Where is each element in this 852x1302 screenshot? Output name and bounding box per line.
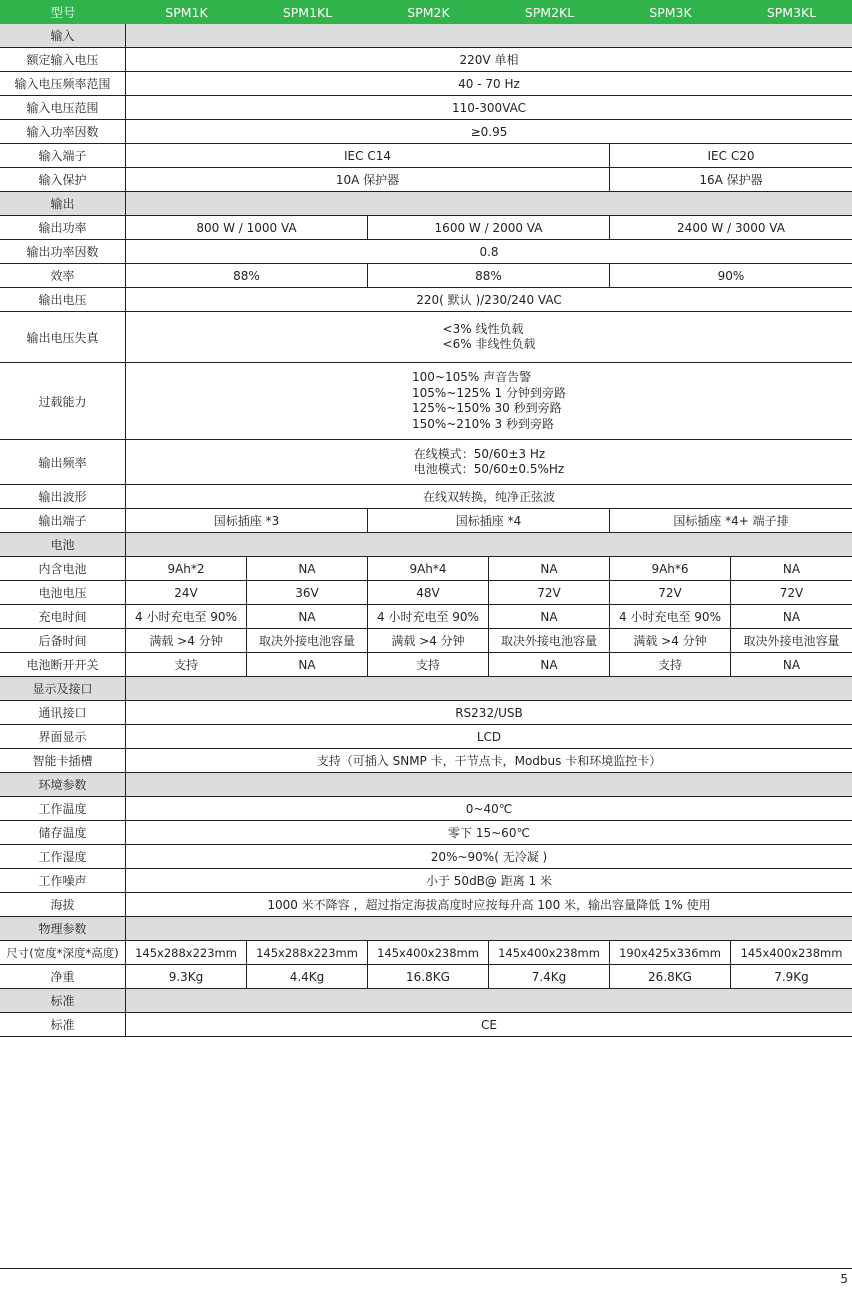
row-label: 输入功率因数: [0, 120, 126, 143]
section-title: 电池: [0, 533, 126, 556]
value-cell: 满载 >4 分钟: [126, 629, 247, 652]
header-model: SPM2KL: [524, 4, 575, 20]
table-row: [0, 168, 852, 192]
value-cell: 10A 保护器: [126, 168, 610, 191]
section-title: 输入: [0, 24, 126, 47]
section-header-row: [0, 989, 852, 1013]
value-cell: 国标插座 *3: [126, 509, 368, 532]
row-values: [126, 240, 852, 263]
table-row: [0, 941, 852, 965]
value-cell: 145x400x238mm: [740, 945, 843, 960]
row-label: 输出电压失真: [0, 312, 126, 362]
value-cell: 72V: [489, 581, 610, 604]
table-row: [0, 240, 852, 264]
value-cell: NA: [489, 653, 610, 676]
row-values: [126, 581, 852, 604]
row-values: [126, 869, 852, 892]
row-label: 输入电压范围: [0, 96, 126, 119]
value-cell: 4 小时充电至 90%: [610, 605, 731, 628]
table-row: [0, 701, 852, 725]
value-cell: NA: [782, 609, 801, 624]
value-cell: 145x400x238mm: [368, 941, 489, 964]
table-row: [0, 96, 852, 120]
value-cell: NA: [782, 657, 801, 672]
section-header-row: [0, 533, 852, 557]
row-values: [126, 440, 852, 484]
value-cell: 9Ah*2: [126, 557, 247, 580]
table-row: [0, 440, 852, 485]
value-cell: 88%: [368, 264, 610, 287]
row-values: [126, 725, 852, 748]
row-values: [126, 509, 852, 532]
value-cell: IEC C20: [707, 148, 755, 163]
value-cell: 40 - 70 Hz: [458, 76, 520, 91]
value-cell: 0~40℃: [465, 801, 513, 816]
section-header-row: [0, 773, 852, 797]
row-label: 标准: [0, 1013, 126, 1036]
row-label: 工作温度: [0, 797, 126, 820]
value-cell: IEC C14: [126, 144, 610, 167]
row-values: [126, 677, 852, 700]
table-row: [0, 845, 852, 869]
value-line: <3% 线性负载: [442, 321, 524, 336]
row-label: 电池断开开关: [0, 653, 126, 676]
table-row: [0, 288, 852, 312]
value-cell: 取决外接电池容量: [743, 634, 840, 648]
table-row: [0, 264, 852, 288]
row-values: [126, 917, 852, 940]
header-model: SPM3K: [649, 4, 692, 20]
table-row: [0, 144, 852, 168]
value-cell: 国标插座 *4+ 端子排: [673, 514, 789, 528]
table-row: [0, 557, 852, 581]
row-values: [126, 701, 852, 724]
table-row: [0, 653, 852, 677]
row-values: [126, 773, 852, 796]
value-line: 150%~210% 3 秒到旁路: [412, 416, 554, 431]
row-values: [126, 312, 852, 362]
value-cell: 16.8KG: [368, 965, 489, 988]
row-label: 工作湿度: [0, 845, 126, 868]
value-line: 在线模式：50/60±3 Hz: [413, 446, 546, 461]
row-values: [126, 797, 852, 820]
section-title: 输出: [0, 192, 126, 215]
row-label: 界面显示: [0, 725, 126, 748]
value-cell: 支持: [610, 653, 731, 676]
value-cell: 190x425x336mm: [610, 941, 731, 964]
value-cell: RS232/USB: [455, 705, 523, 720]
table-row: [0, 312, 852, 363]
row-values: [126, 264, 852, 287]
row-label: 效率: [0, 264, 126, 287]
row-values: [126, 168, 852, 191]
value-line: <6% 非线性负载: [442, 337, 536, 351]
value-cell: NA: [247, 557, 368, 580]
value-cell: 小于 50dB@ 距离 1 米: [425, 874, 552, 888]
row-label: 输入端子: [0, 144, 126, 167]
value-cell: 9Ah*6: [610, 557, 731, 580]
table-row: [0, 725, 852, 749]
row-label: 尺寸(宽度*深度*高度): [0, 941, 126, 964]
value-cell: CE: [481, 1017, 497, 1032]
value-line: 105%~125% 1 分钟到旁路: [412, 385, 566, 400]
value-cell: 145x288x223mm: [247, 941, 368, 964]
value-cell: 支持: [126, 653, 247, 676]
page-number: 5: [840, 1272, 848, 1286]
table-row: [0, 363, 852, 440]
value-cell: 220V 单相: [459, 53, 519, 67]
row-label: 海拔: [0, 893, 126, 916]
value-cell: 72V: [610, 581, 731, 604]
value-line: 电池模式：50/60±0.5%Hz: [413, 462, 565, 476]
row-values: [126, 845, 852, 868]
row-label: 工作噪声: [0, 869, 126, 892]
section-header-row: [0, 24, 852, 48]
value-cell: 1600 W / 2000 VA: [368, 216, 610, 239]
row-label: 储存温度: [0, 821, 126, 844]
value-cell: 145x400x238mm: [489, 941, 610, 964]
value-cell: 7.9Kg: [774, 969, 809, 984]
row-values: [126, 288, 852, 311]
row-label: 输出频率: [0, 440, 126, 484]
value-cell: 36V: [247, 581, 368, 604]
value-cell: NA: [247, 605, 368, 628]
value-cell: 800 W / 1000 VA: [126, 216, 368, 239]
value-lines: [443, 322, 536, 353]
row-values: [126, 605, 852, 628]
row-label: 过载能力: [0, 363, 126, 439]
table-body: [0, 24, 852, 1037]
header-model: SPM1K: [165, 4, 208, 20]
row-values: [126, 629, 852, 652]
section-title: 物理参数: [0, 917, 126, 940]
table-row: [0, 893, 852, 917]
value-cell: 24V: [126, 581, 247, 604]
row-values: [126, 192, 852, 215]
value-cell: 零下 15~60℃: [448, 826, 530, 840]
row-label: 输出波形: [0, 485, 126, 508]
table-row: [0, 1013, 852, 1037]
row-label: 充电时间: [0, 605, 126, 628]
row-values: [126, 965, 852, 988]
value-cell: 1000 米不降容 ，超过指定海拔高度时应按每升高 100 米，输出容量降低 1% 使用: [267, 898, 711, 912]
section-title: 显示及接口: [0, 677, 126, 700]
table-row: [0, 485, 852, 509]
value-line: 100~105% 声音告警: [412, 370, 532, 384]
value-cell: NA: [247, 653, 368, 676]
value-cell: 支持（可插入 SNMP 卡，干节点卡，Modbus 卡和环境监控卡）: [316, 754, 662, 768]
value-cell: 90%: [717, 268, 745, 283]
header-model: SPM1KL: [282, 4, 333, 20]
footer-divider: [0, 1268, 852, 1269]
value-cell: 国标插座 *4: [368, 509, 610, 532]
row-values: [126, 72, 852, 95]
table-row: [0, 965, 852, 989]
row-label: 通讯接口: [0, 701, 126, 724]
table-row: [0, 509, 852, 533]
row-values: [126, 533, 852, 556]
row-label: 额定输入电压: [0, 48, 126, 71]
value-cell: 110-300VAC: [452, 100, 526, 115]
table-row: [0, 72, 852, 96]
row-values: [126, 989, 852, 1012]
value-cell: LCD: [476, 729, 502, 744]
value-cell: 88%: [126, 264, 368, 287]
row-label: 输入保护: [0, 168, 126, 191]
value-cell: 7.4Kg: [489, 965, 610, 988]
table-row: [0, 821, 852, 845]
multiline-value-cell: [126, 363, 852, 439]
row-label: 输出电压: [0, 288, 126, 311]
value-cell: 取决外接电池容量: [247, 629, 368, 652]
row-label: 输出功率因数: [0, 240, 126, 263]
row-label: 电池电压: [0, 581, 126, 604]
value-cell: ≥0.95: [470, 124, 508, 139]
value-cell: 4.4Kg: [247, 965, 368, 988]
row-values: [126, 120, 852, 143]
table-row: [0, 120, 852, 144]
value-cell: 满载 >4 分钟: [610, 629, 731, 652]
value-cell: 26.8KG: [610, 965, 731, 988]
value-lines: [412, 370, 566, 432]
header-model: SPM2K: [407, 4, 450, 20]
section-header-row: [0, 917, 852, 941]
value-lines: [414, 447, 564, 478]
section-header-row: [0, 677, 852, 701]
row-label: 输出端子: [0, 509, 126, 532]
section-title: 环境参数: [0, 773, 126, 796]
row-values: [126, 557, 852, 580]
row-values: [126, 749, 852, 772]
value-cell: 48V: [368, 581, 489, 604]
row-values: [126, 144, 852, 167]
row-values: [126, 96, 852, 119]
value-cell: 满载 >4 分钟: [368, 629, 489, 652]
row-values: [126, 893, 852, 916]
value-cell: 2400 W / 3000 VA: [677, 220, 785, 235]
value-cell: 220( 默认 )/230/240 VAC: [416, 293, 562, 307]
table-row: [0, 48, 852, 72]
row-label: 智能卡插槽: [0, 749, 126, 772]
table-row: [0, 869, 852, 893]
table-row: [0, 749, 852, 773]
row-label: 输入电压频率范围: [0, 72, 126, 95]
value-cell: 取决外接电池容量: [489, 629, 610, 652]
table-row: [0, 581, 852, 605]
value-cell: NA: [489, 605, 610, 628]
header-model: SPM3KL: [766, 4, 817, 20]
value-cell: 4 小时充电至 90%: [368, 605, 489, 628]
row-values: [126, 24, 852, 47]
row-values: [126, 821, 852, 844]
section-header-row: [0, 192, 852, 216]
value-cell: 16A 保护器: [699, 173, 763, 187]
row-values: [126, 1013, 852, 1036]
value-line: 125%~150% 30 秒到旁路: [412, 401, 562, 415]
value-cell: 4 小时充电至 90%: [126, 605, 247, 628]
value-cell: 20%~90%( 无冷凝 ): [430, 850, 548, 864]
value-cell: 72V: [779, 585, 804, 600]
table-row: [0, 605, 852, 629]
table-row: [0, 216, 852, 240]
header-label: 型号: [50, 5, 76, 20]
value-cell: NA: [782, 561, 801, 576]
row-values: [126, 216, 852, 239]
section-title: 标准: [0, 989, 126, 1012]
multiline-value-cell: [126, 312, 852, 362]
value-cell: 在线双转换，纯净正弦波: [422, 490, 555, 504]
value-cell: 145x288x223mm: [126, 941, 247, 964]
value-cell: 支持: [368, 653, 489, 676]
row-values: [126, 653, 852, 676]
value-cell: 9Ah*4: [368, 557, 489, 580]
row-label: 后备时间: [0, 629, 126, 652]
multiline-value-cell: [126, 440, 852, 484]
row-values: [126, 485, 852, 508]
row-values: [126, 363, 852, 439]
value-cell: 9.3Kg: [126, 965, 247, 988]
value-cell: 0.8: [479, 244, 499, 259]
value-cell: NA: [489, 557, 610, 580]
table-row: [0, 629, 852, 653]
row-label: 输出功率: [0, 216, 126, 239]
table-header: [0, 0, 852, 24]
row-label: 净重: [0, 965, 126, 988]
row-values: [126, 941, 852, 964]
row-label: 内含电池: [0, 557, 126, 580]
table-row: [0, 797, 852, 821]
row-values: [126, 48, 852, 71]
